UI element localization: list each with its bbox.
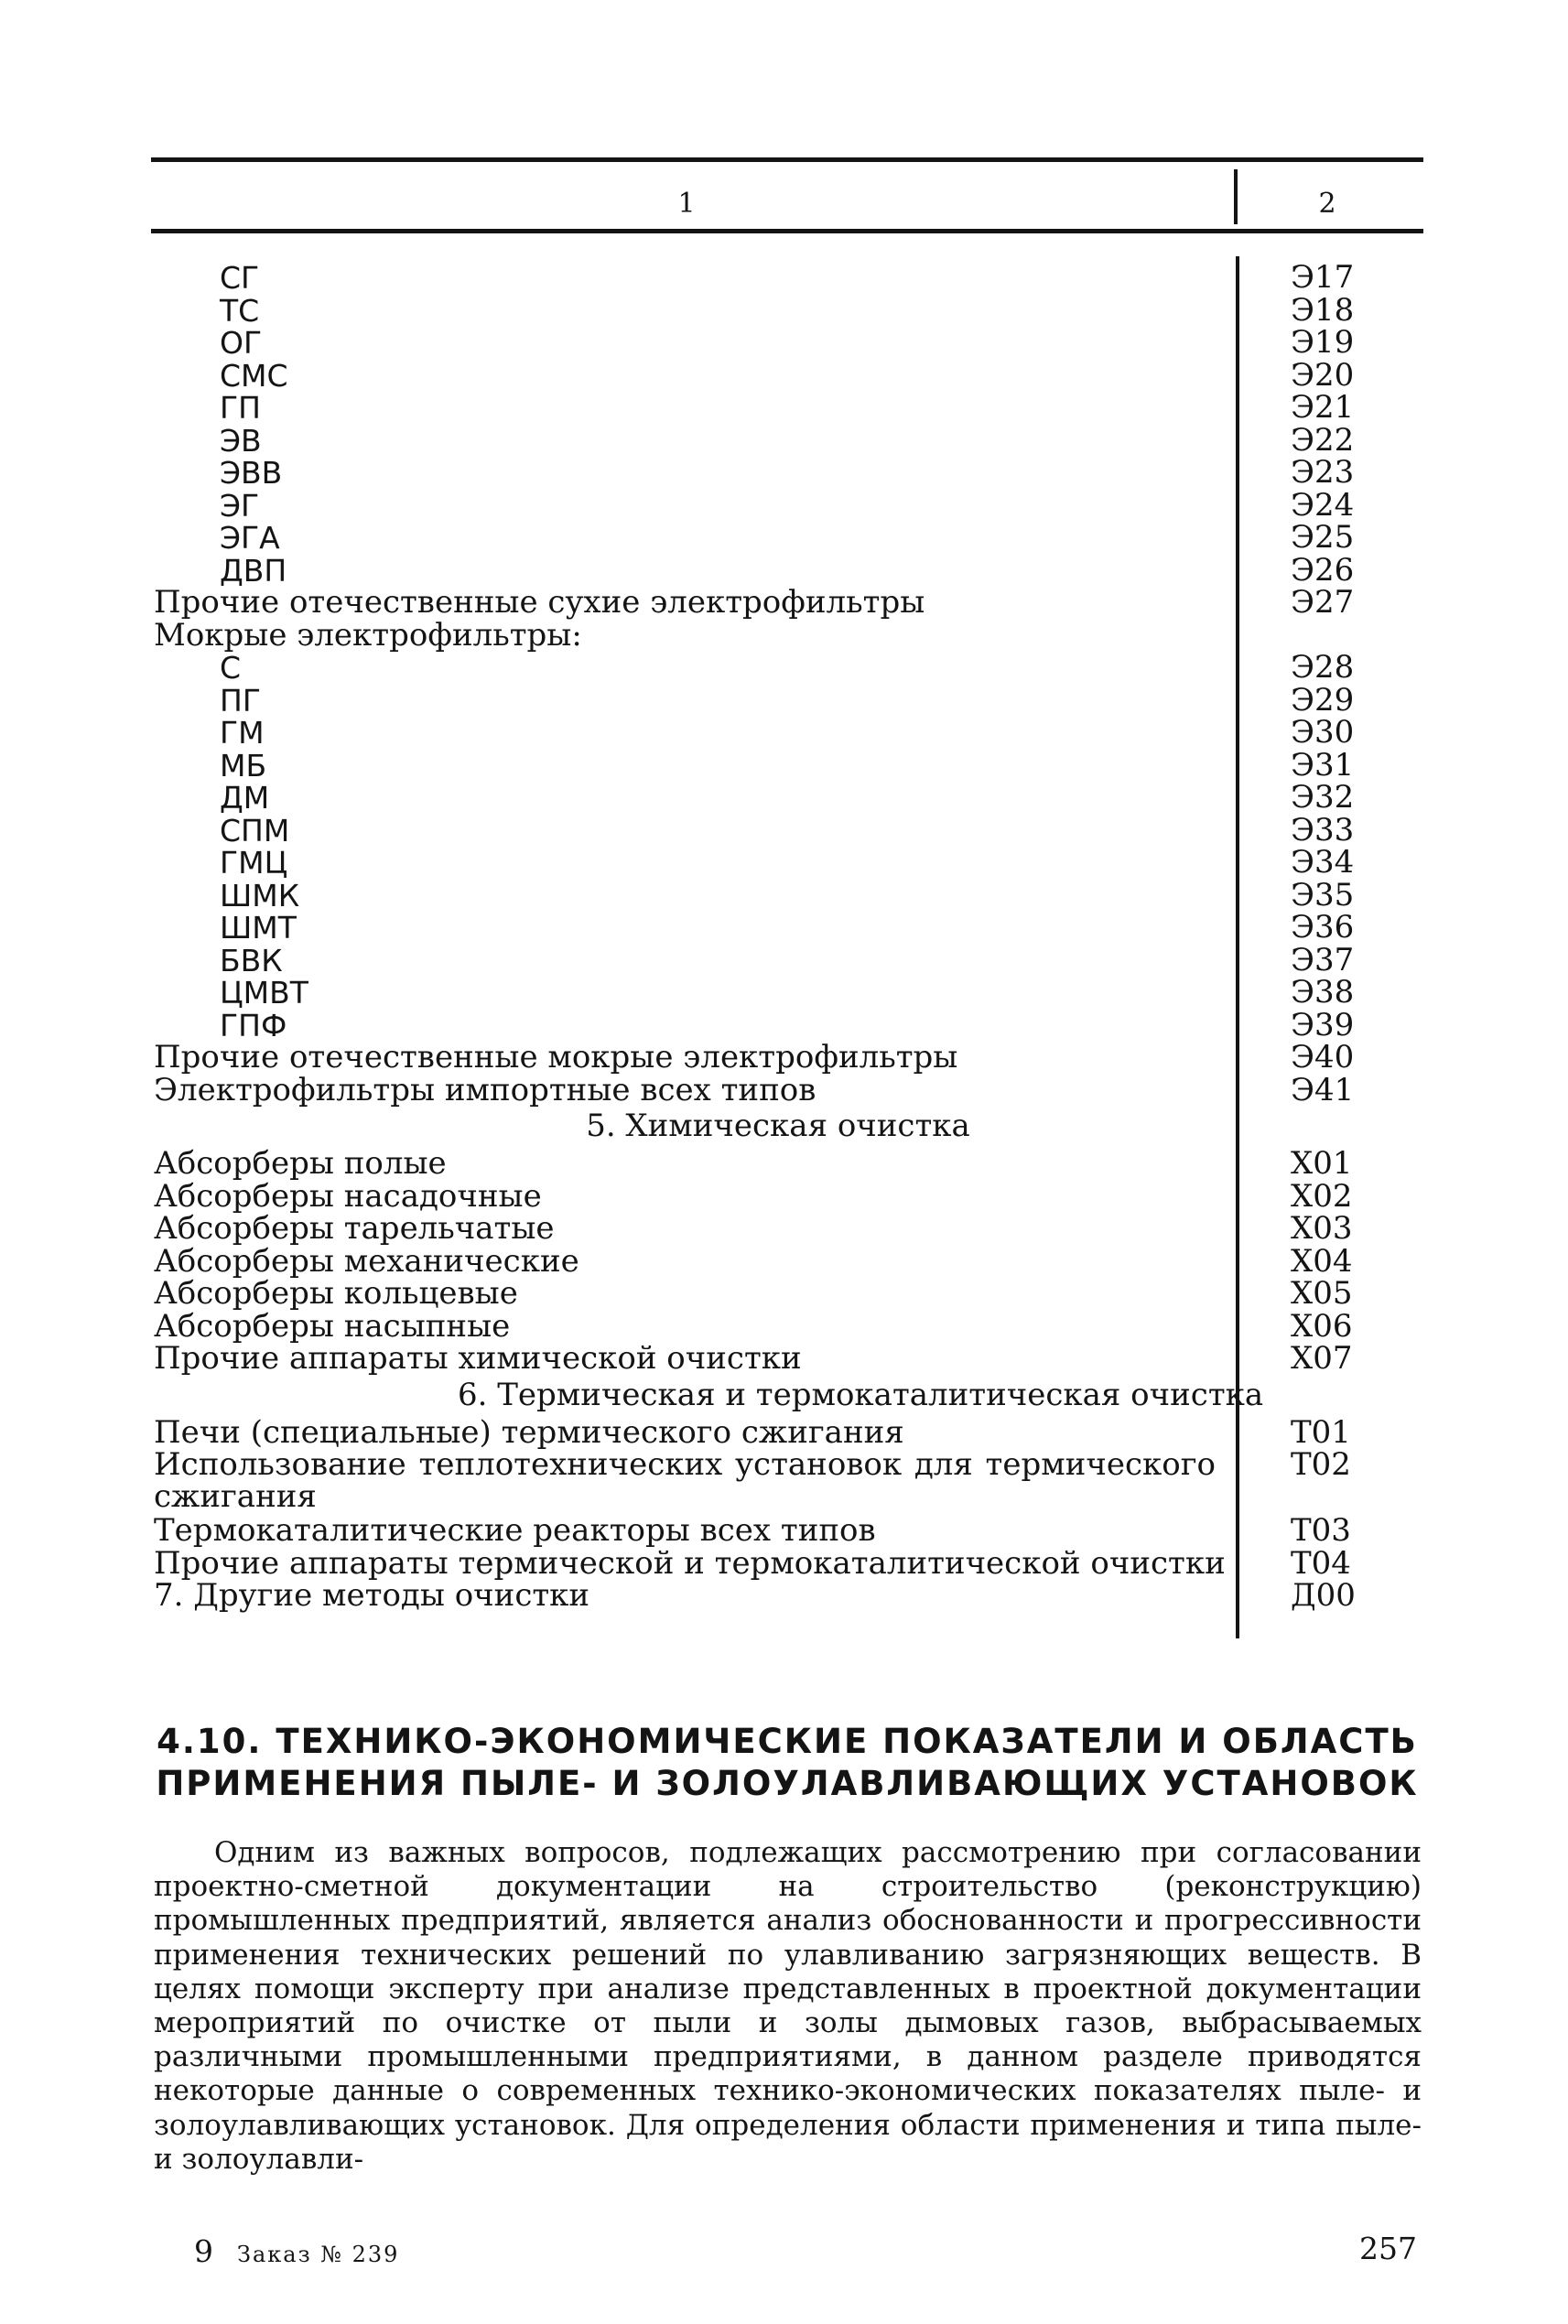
table-header-rule [151,229,1423,233]
row-code: Э27 [1291,584,1355,621]
row-code: Т02 [1291,1446,1351,1483]
row-label: ГП [220,390,261,426]
row-code: Э41 [1291,1071,1355,1108]
row-code: Э19 [1291,324,1355,361]
row-label: ШМТ [220,910,297,946]
row-label: СГ [220,260,260,296]
table-row [0,291,1568,329]
row-code: Э40 [1291,1039,1355,1076]
row-label: Абсорберы механические [154,1242,579,1280]
row-label: Прочие аппараты термической и термокаталитической очистки [154,1544,1226,1582]
row-code: Х01 [1291,1145,1353,1182]
row-code: Э28 [1291,649,1355,686]
table-row [0,909,1568,946]
table-row [0,1275,1568,1312]
table-row [0,811,1568,849]
table-row [0,1071,1568,1108]
table-row [0,1446,1568,1515]
row-code: Э23 [1291,454,1355,491]
row-label: Использование теплотехнических установок для термического сжигания [154,1446,1216,1515]
row-label: Абсорберы тарельчатые [154,1210,555,1247]
row-label: Абсорберы кольцевые [154,1275,518,1312]
table-row [0,259,1568,296]
row-label: Мокрые электрофильтры: [154,616,582,654]
row-label: ТС [220,292,260,329]
row-code: Х07 [1291,1340,1353,1377]
row-code: Э32 [1291,779,1355,816]
table-row [0,779,1568,816]
table-row [0,486,1568,524]
printer-signature [194,2233,399,2269]
table-row [0,454,1568,491]
table-row [0,1413,1568,1451]
row-label: ПГ [220,682,261,719]
row-label: ДВП [220,552,287,589]
table-row [0,1340,1568,1377]
row-code: Э38 [1291,974,1355,1011]
table-row [0,1210,1568,1247]
row-label: 7. Другие методы очистки [154,1577,590,1614]
row-code: Х05 [1291,1275,1353,1312]
row-label: Абсорберы насыпные [154,1307,511,1345]
table-row [0,876,1568,913]
row-code: Э24 [1291,486,1355,524]
row-label: СМС [220,357,288,394]
row-code: Э22 [1291,421,1355,459]
table-row [0,1242,1568,1280]
row-label: ГПФ [220,1007,287,1043]
row-label: Прочие отечественные сухие электрофильтры [154,584,925,621]
row-code: Э31 [1291,746,1355,784]
table-row [0,324,1568,361]
row-label: БВК [220,942,283,978]
table-row [0,681,1568,719]
row-label: ОГ [220,325,263,361]
table-row [0,714,1568,751]
table-row [0,1177,1568,1215]
row-code: Э18 [1291,291,1355,329]
row-label: ШМК [220,877,300,913]
table-row [0,1512,1568,1549]
table-row [0,584,1568,621]
row-code: Э37 [1291,941,1355,978]
row-code: Э30 [1291,714,1355,751]
row-label: Абсорберы полые [154,1145,447,1182]
table-row [0,974,1568,1011]
table-row [0,746,1568,784]
row-code: Э39 [1291,1006,1355,1043]
row-code: Э29 [1291,681,1355,719]
row-code: Х02 [1291,1177,1353,1215]
row-code: Э26 [1291,551,1355,589]
row-code: Х04 [1291,1242,1353,1280]
row-label: СПМ [220,812,290,849]
table-section-title: 5. Химическая очистка [586,1108,970,1144]
row-label: ЭВ [220,422,262,459]
table-row [0,1307,1568,1345]
row-code: Т03 [1291,1512,1351,1549]
row-label: С [220,650,242,686]
row-code: Т04 [1291,1544,1351,1582]
section-heading: 4.10. ТЕХНИКО-ЭКОНОМИЧЕСКИЕ ПОКАЗАТЕЛИ И ОБЛАСТЬ ПРИМЕНЕНИЯ ПЫЛЕ- И ЗОЛОУЛАВЛИВАЮЩИХ УСТАНОВОК [156,1722,1419,1803]
row-code: Т01 [1291,1413,1351,1451]
signature-number: 9 [194,2233,213,2269]
row-label: ЭГА [220,520,280,556]
row-label: ДМ [220,780,270,816]
table-row [0,356,1568,394]
row-label: Прочие отечественные мокрые электрофильтры [154,1039,958,1076]
row-label: ГМ [220,715,265,751]
row-code: Э34 [1291,844,1355,881]
table-row [0,1376,1568,1417]
row-code: Э35 [1291,876,1355,913]
table-row [0,551,1568,589]
row-label: ЭГ [220,487,260,524]
table-row [0,1107,1568,1148]
column-2-header: 2 [1318,188,1336,220]
row-label: Прочие аппараты химической очистки [154,1340,802,1377]
table-section-title: 6. Термическая и термокаталитическая очистка [458,1376,1264,1413]
table-row [0,649,1568,686]
row-label: ГМЦ [220,845,288,881]
table-row [0,844,1568,881]
row-code: Э17 [1291,259,1355,296]
table-row [0,389,1568,426]
section-paragraph: Одним из важных вопросов, подлежащих рассмотрению при согласовании проектно-сметной документации на строительство (реконструкцию) промышленных предприятий, является анализ обоснованности и прогрессивности применения технических решений по улавливанию загрязняющих веществ. В целях помощи эксперту при анализе представленных в проектной документации мероприятий по очистке от пыли и золы дымовых газов, выбрасываемых различными промышленными предприятиями, в данном разделе приводятся некоторые данные о современных технико-экономических показателях пыле- и золоулавливающих установок. Для определения области применения и типа пыле- и золоулавли- [154,1836,1422,2176]
table-row [0,1145,1568,1182]
row-label: Абсорберы насадочные [154,1177,542,1215]
row-label: Термокаталитические реакторы всех типов [154,1512,876,1549]
table-row [0,1039,1568,1076]
table-row [0,1577,1568,1614]
row-label: ЭВВ [220,455,283,491]
row-code: Э33 [1291,811,1355,849]
table-row [0,1544,1568,1582]
column-1-header: 1 [677,188,696,220]
table-body [0,259,1568,1614]
row-label: ЦМВТ [220,975,308,1011]
row-code: Э25 [1291,519,1355,556]
row-label: Печи (специальные) термического сжигания [154,1413,904,1451]
order-label: Заказ № 239 [237,2242,400,2267]
table-row [0,421,1568,459]
page-number: 257 [1359,2231,1417,2266]
row-label: Электрофильтры импортные всех типов [154,1071,816,1108]
row-code: Х03 [1291,1210,1353,1247]
table-top-rule [151,157,1423,162]
row-code: Э20 [1291,356,1355,394]
table-row [0,616,1568,654]
table-row [0,1006,1568,1043]
row-code: Д00 [1291,1577,1356,1614]
row-code: Х06 [1291,1307,1353,1345]
row-code: Э36 [1291,909,1355,946]
table-row [0,941,1568,978]
row-code: Э21 [1291,389,1355,426]
table-row [0,519,1568,556]
header-column-separator [1234,169,1238,224]
row-label: МБ [220,747,267,784]
